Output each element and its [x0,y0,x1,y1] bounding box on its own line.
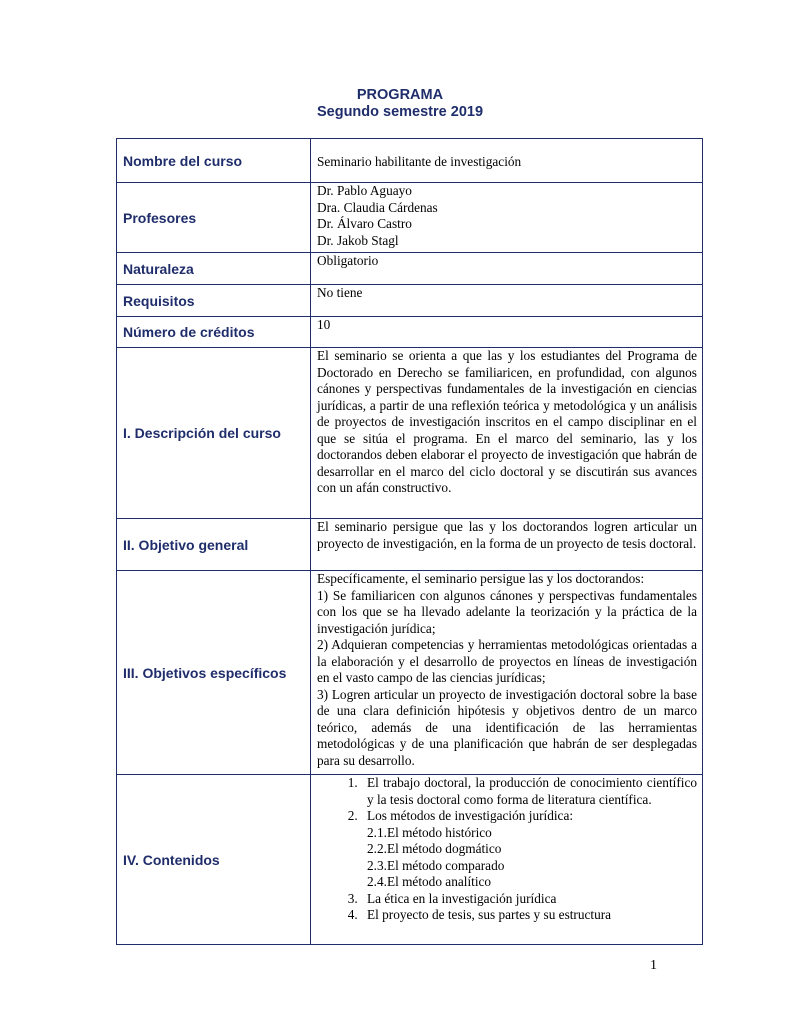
value-course-name: Seminario habilitante de investigación [311,139,703,183]
row-general-objective [117,519,703,571]
value-nature: Obligatorio [311,253,703,285]
program-table [116,138,703,945]
row-specific-objectives [117,571,703,775]
contents-list [317,775,697,924]
specific-objective-3: 3) Logren articular un proyecto de investigación doctoral sobre la base de una clara definición hipótesis y objetivos dentro de un marco teórico, además de una identificación de las herramientas metodológicas y de una planificación que habrán de ser desplegadas para su desarrollo. [317,686,697,768]
row-contents [117,775,703,945]
professor-2: Dra. Claudia Cárdenas [317,199,438,215]
value-contents [311,775,703,945]
value-credits: 10 [311,317,703,348]
contents-item-3: 3. La ética en la investigación jurídica [361,891,697,908]
row-credits [117,317,703,348]
value-specific-objectives [311,571,703,775]
value-description: El seminario se orienta a que las y los estudiantes del Programa de Doctorado en Derecho se familiaricen, en profundidad, con algunos cánones y perspectivas fundamentales de la investigación en ciencias jurídicas, a partir de una reflexión teórica y metodológica y un análisis de proyectos de investigación inscritos en el campo disciplinar en el que se sitúa el programa. En el marco del seminario, las y los doctorandos deben elaborar el proyecto de investigación que habrán de desarrollar en el marco del ciclo doctoral y se discutirán sus avances con un afán constructivo. [311,348,703,519]
row-nature [117,253,703,285]
label-credits: Número de créditos [117,317,311,348]
page-number: 1 [650,958,657,973]
professor-3: Dr. Álvaro Castro [317,216,412,231]
contents-subitem-2-1: 2.1.El método histórico [367,824,492,840]
value-professors [311,183,703,253]
label-specific-objectives: III. Objetivos específicos [117,571,311,775]
label-nature: Naturaleza [117,253,311,285]
contents-item-1: 1. El trabajo doctoral, la producción de conocimiento científico y la tesis doctoral como forma de literatura científica. [361,775,697,808]
professor-1: Dr. Pablo Aguayo [317,183,412,198]
contents-subitem-2-3: 2.3.El método comparado [367,857,505,873]
label-description: I. Descripción del curso [117,348,311,519]
label-general-objective: II. Objetivo general [117,519,311,571]
label-requirements: Requisitos [117,285,311,317]
row-requirements [117,285,703,317]
label-course-name: Nombre del curso [117,139,311,183]
contents-subitem-2-2: 2.2.El método dogmático [367,841,502,856]
label-professors: Profesores [117,183,311,253]
row-professors [117,183,703,253]
contents-item-2-text: Los métodos de investigación jurídica: [367,808,574,823]
page-subtitle: Segundo semestre 2019 [316,104,484,120]
contents-item-2 [361,808,697,891]
label-contents: IV. Contenidos [117,775,311,945]
specific-objective-1: 1) Se familiaricen con algunos cánones y perspectivas fundamentales con los que se ha llevado adelante la teorización y la práctica de la investigación jurídica; [317,587,697,636]
contents-subitem-2-4: 2.4.El método analítico [367,874,492,889]
row-course-name [117,139,703,183]
specific-objectives-intro: Específicamente, el seminario persigue las y los doctorandos: [317,571,645,586]
specific-objective-2: 2) Adquieran competencias y herramientas metodológicas orientadas a la elaboración y el desarrollo de proyectos en líneas de investigación en el vasto campo de las ciencias jurídicas; [317,637,697,685]
row-description [117,348,703,519]
contents-item-4: 4. El proyecto de tesis, sus partes y su estructura [361,907,697,924]
value-requirements: No tiene [311,285,703,317]
professor-4: Dr. Jakob Stagl [317,232,399,248]
page-title: PROGRAMA [356,87,444,103]
value-general-objective: El seminario persigue que las y los doctorandos logren articular un proyecto de investigación, en la forma de un proyecto de tesis doctoral. [311,519,703,571]
